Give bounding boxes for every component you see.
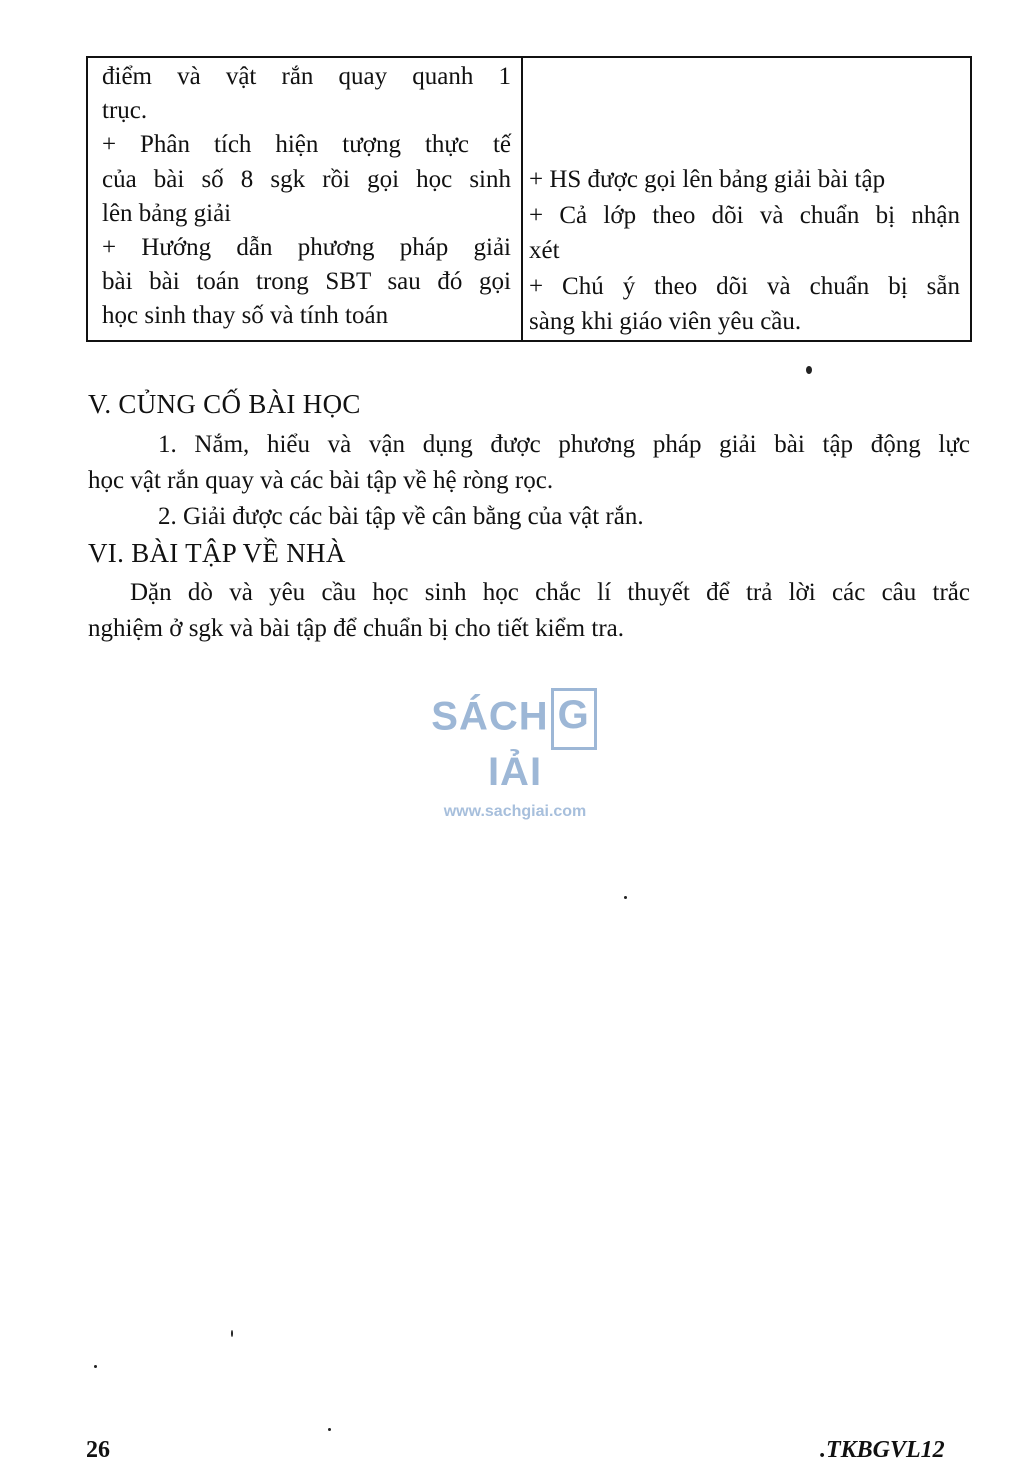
watermark-url: www.sachgiai.com bbox=[443, 803, 587, 820]
ink-speck bbox=[231, 1330, 233, 1337]
section-heading-consolidation: V. CỦNG CỐ BÀI HỌC bbox=[88, 389, 361, 419]
paragraph-line: nghiệm ở sgk và bài tập để chuẩn bị cho tiết kiểm tra. bbox=[88, 615, 624, 642]
watermark bbox=[405, 688, 625, 821]
table-left-line: trục. bbox=[102, 97, 148, 125]
watermark-logo-box bbox=[551, 688, 597, 750]
table-right-line: sàng khi giáo viên yêu cầu. bbox=[529, 308, 802, 335]
table-right-line: + Cả lớp theo dõi và chuẩn bị nhận bbox=[529, 201, 960, 229]
watermark-logo-letter: G bbox=[557, 693, 590, 737]
paragraph-line: học vật rắn quay và các bài tập về hệ ròng rọc. bbox=[88, 467, 554, 494]
consolidation-paragraph bbox=[88, 427, 970, 535]
page-number: 26 bbox=[86, 1437, 110, 1463]
homework-paragraph bbox=[88, 575, 970, 647]
table-left-line: + Phân tích hiện tượng thực tế bbox=[102, 131, 511, 159]
section-heading-homework: VI. BÀI TẬP VỀ NHÀ bbox=[88, 538, 346, 568]
book-code: .TKBGVL12 bbox=[820, 1437, 945, 1463]
paragraph-line: 1. Nắm, hiểu và vận dụng được phương pháp giải bài tập động lực bbox=[158, 431, 970, 458]
table-right-line: + HS được gọi lên bảng giải bài tập bbox=[529, 166, 886, 193]
watermark-logo-text: SÁCH bbox=[431, 694, 549, 739]
ink-speck bbox=[806, 366, 812, 374]
table-left-line: của bài số 8 sgk rồi gọi học sinh bbox=[102, 165, 511, 193]
table-left-line: + Hướng dẫn phương pháp giải bbox=[102, 234, 511, 262]
ink-speck bbox=[624, 896, 627, 899]
teacher-activity-column bbox=[88, 58, 523, 340]
watermark-logo-text: IẢI bbox=[487, 750, 543, 794]
table-left-line: bài bài toán trong SBT sau đó gọi bbox=[102, 268, 511, 296]
ink-speck bbox=[328, 1428, 331, 1431]
table-left-line: học sinh thay số và tính toán bbox=[102, 302, 389, 330]
lesson-table bbox=[86, 56, 972, 342]
watermark-logo bbox=[405, 688, 625, 795]
paragraph-line: Dặn dò và yêu cầu học sinh học chắc lí thuyết để trả lời các câu trắc bbox=[130, 579, 970, 606]
table-left-line: lên bảng giải bbox=[102, 199, 232, 227]
paragraph-line: 2. Giải được các bài tập về cân bằng của vật rắn. bbox=[158, 503, 644, 530]
table-right-line: xét bbox=[529, 237, 560, 264]
table-right-line: + Chú ý theo dõi và chuẩn bị sẵn bbox=[529, 272, 960, 300]
ink-speck bbox=[94, 1365, 97, 1368]
student-activity-column bbox=[523, 58, 970, 340]
table-left-line: điểm và vật rắn quay quanh 1 bbox=[102, 63, 511, 90]
